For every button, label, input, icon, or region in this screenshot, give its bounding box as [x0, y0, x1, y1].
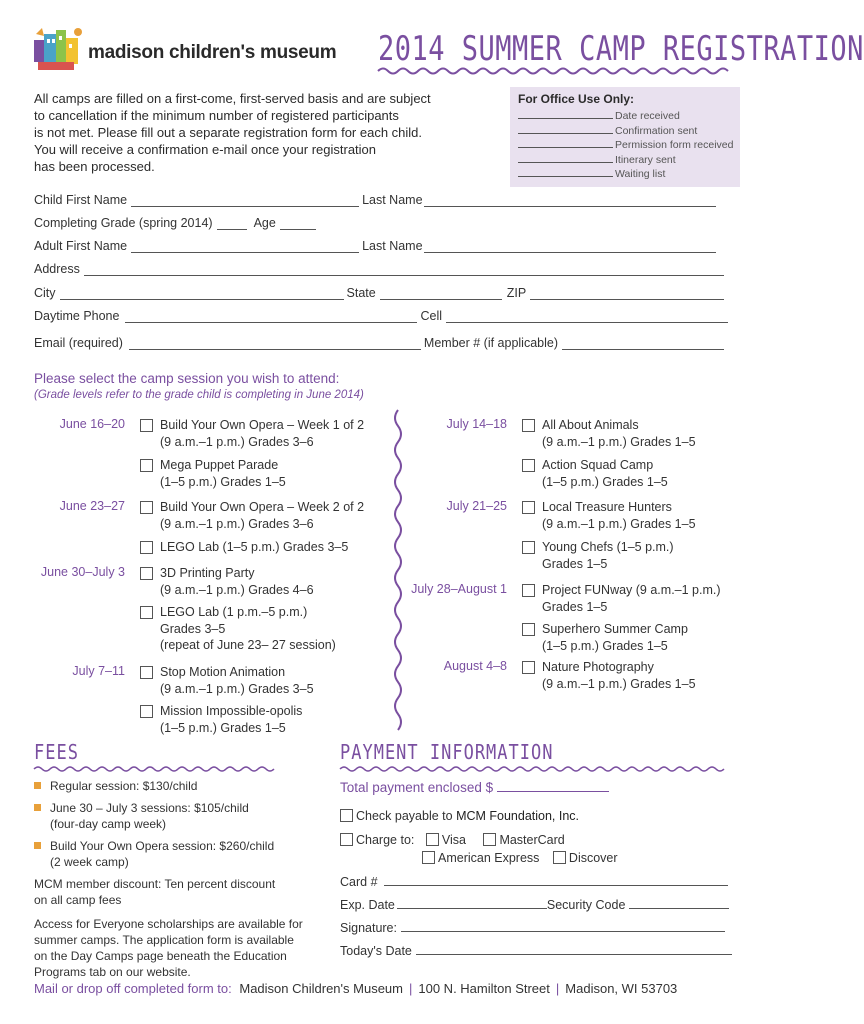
fee-item: Build Your Own Opera session: $260/child (2 week camp) [34, 838, 304, 870]
fees-underline [34, 765, 274, 773]
address-row: Address [34, 262, 727, 276]
card-number-field[interactable] [384, 874, 728, 886]
charge-row-2: American Express Discover [422, 851, 618, 865]
camp-option: Mega Puppet Parade (1–5 p.m.) Grades 1–5 [160, 458, 286, 489]
camp-option: Superhero Summer Camp (1–5 p.m.) Grades 1–5 [542, 622, 688, 653]
state-field[interactable] [380, 288, 502, 300]
session-date: June 23–27 [59, 499, 125, 513]
camp-checkbox[interactable] [140, 459, 153, 472]
office-itinerary-sent: Itinerary sent [518, 153, 732, 168]
session-date: June 16–20 [59, 417, 125, 431]
zip-field[interactable] [530, 288, 724, 300]
expiration-row: Exp. Date Security Code [340, 897, 729, 912]
adult-name-row: Adult First Name Last Name [34, 239, 719, 253]
camp-checkbox[interactable] [522, 661, 535, 674]
city-row: City State ZIP [34, 286, 727, 300]
security-code-field[interactable] [629, 897, 729, 909]
bullet-icon [34, 782, 41, 789]
camp-checkbox[interactable] [140, 666, 153, 679]
fees-heading: FEES [34, 741, 79, 765]
charge-checkbox[interactable] [340, 833, 353, 846]
email-row: Email (required) Member # (if applicable) [34, 336, 727, 350]
bullet-icon [34, 842, 41, 849]
office-date-received: Date received [518, 109, 732, 124]
fee-item: Regular session: $130/child [34, 778, 304, 794]
logo-text: madison children's museum [88, 42, 337, 63]
office-waiting-list: Waiting list [518, 167, 732, 182]
card-number-row: Card # [340, 874, 728, 889]
wavy-divider [388, 410, 408, 730]
office-use-box [510, 87, 740, 187]
age-field[interactable] [280, 218, 316, 230]
fee-item: June 30 – July 3 sessions: $105/child (four-day camp week) [34, 800, 304, 832]
session-date: July 21–25 [446, 499, 507, 513]
office-permission-form: Permission form received [518, 138, 732, 153]
mailing-footer: Mail or drop off completed form to: Madison Children's Museum | 100 N. Hamilton Street | Madison, WI 53703 [34, 981, 678, 996]
total-payment-field[interactable] [497, 780, 609, 792]
camp-option: Nature Photography (9 a.m.–1 p.m.) Grades 1–5 [542, 660, 696, 691]
daytime-phone-field[interactable] [125, 311, 417, 323]
camp-checkbox[interactable] [522, 623, 535, 636]
child-first-name-field[interactable] [131, 195, 359, 207]
check-payment-row: Check payable to MCM Foundation, Inc. [340, 809, 579, 823]
session-select-subtitle: (Grade levels refer to the grade child is completing in June 2014) [34, 389, 364, 401]
payment-heading: PAYMENT INFORMATION [340, 741, 554, 765]
camp-option: 3D Printing Party (9 a.m.–1 p.m.) Grades 4–6 [160, 566, 314, 597]
camp-checkbox[interactable] [140, 419, 153, 432]
camp-option: Stop Motion Animation (9 a.m.–1 p.m.) Grades 3–5 [160, 665, 314, 696]
cell-field[interactable] [446, 311, 728, 323]
exp-date-field[interactable] [397, 897, 547, 909]
address-field[interactable] [84, 264, 724, 276]
camp-option: Build Your Own Opera – Week 2 of 2 (9 a.m.–1 p.m.) Grades 3–6 [160, 500, 365, 531]
page-title: 2014 SUMMER CAMP REGISTRATION [378, 30, 864, 69]
adult-last-name-field[interactable] [424, 241, 716, 253]
camp-checkbox[interactable] [140, 606, 153, 619]
camp-checkbox[interactable] [522, 584, 535, 597]
phone-row: Daytime Phone Cell [34, 309, 731, 323]
intro-text: All camps are filled on a first-come, first-served basis and are subject to cancellation if the minimum number of registered participants is not met. Please fill out a separate registration form for each child. You will receive a confirmation e-mail once your registration has been processed. [34, 91, 431, 174]
camp-option: Project FUNway (9 a.m.–1 p.m.) Grades 1–5 [542, 583, 721, 614]
today-date-field[interactable] [416, 943, 732, 955]
discover-checkbox[interactable] [553, 851, 566, 864]
camp-checkbox[interactable] [140, 501, 153, 514]
payment-underline [340, 765, 730, 773]
charge-row: Charge to: Visa MasterCard [340, 833, 565, 847]
signature-row: Signature: [340, 920, 725, 935]
camp-checkbox[interactable] [522, 459, 535, 472]
grade-row: Completing Grade (spring 2014) Age [34, 216, 319, 230]
camp-option: Mission Impossible-opolis (1–5 p.m.) Grades 1–5 [160, 704, 303, 735]
bullet-icon [34, 804, 41, 811]
camp-option: LEGO Lab (1–5 p.m.) Grades 3–5 [160, 540, 349, 554]
camp-checkbox[interactable] [522, 541, 535, 554]
check-checkbox[interactable] [340, 809, 353, 822]
title-underline [378, 66, 736, 76]
total-payment-row: Total payment enclosed $ [340, 780, 609, 795]
session-date: July 14–18 [446, 417, 507, 431]
camp-checkbox[interactable] [140, 705, 153, 718]
member-number-field[interactable] [562, 338, 724, 350]
session-date: July 7–11 [72, 664, 125, 678]
camp-option: Build Your Own Opera – Week 1 of 2 (9 a.m.–1 p.m.) Grades 3–6 [160, 418, 365, 449]
camp-option: LEGO Lab (1 p.m.–5 p.m.) Grades 3–5 (repeat of June 23– 27 session) [160, 605, 336, 652]
museum-logo-icon [30, 24, 86, 74]
camp-option: Action Squad Camp (1–5 p.m.) Grades 1–5 [542, 458, 668, 489]
member-discount: MCM member discount: Ten percent discount on all camp fees [34, 877, 276, 907]
camp-option: Local Treasure Hunters (9 a.m.–1 p.m.) Grades 1–5 [542, 500, 696, 531]
child-name-row: Child First Name Last Name [34, 193, 719, 207]
mastercard-checkbox[interactable] [483, 833, 496, 846]
email-field[interactable] [129, 338, 421, 350]
grade-field[interactable] [217, 218, 247, 230]
scholarship-info: Access for Everyone scholarships are available for summer camps. The application form is available on the Day Camps page beneath the Education Programs tab on our website. [34, 917, 303, 979]
session-select-title: Please select the camp session you wish to attend: [34, 371, 340, 386]
amex-checkbox[interactable] [422, 851, 435, 864]
session-date: August 4–8 [443, 659, 507, 673]
camp-checkbox[interactable] [140, 567, 153, 580]
office-confirmation-sent: Confirmation sent [518, 124, 732, 139]
camp-option: Young Chefs (1–5 p.m.) Grades 1–5 [542, 540, 674, 571]
office-use-title: For Office Use Only: [518, 92, 635, 106]
city-field[interactable] [60, 288, 344, 300]
camp-option: All About Animals (9 a.m.–1 p.m.) Grades 1–5 [542, 418, 696, 449]
adult-first-name-field[interactable] [131, 241, 359, 253]
child-last-name-field[interactable] [424, 195, 716, 207]
session-date: June 30–July 3 [40, 565, 125, 579]
today-date-row: Today's Date [340, 943, 732, 958]
session-date: July 28–August 1 [411, 582, 507, 596]
camp-checkbox[interactable] [140, 541, 153, 554]
visa-checkbox[interactable] [426, 833, 439, 846]
signature-field[interactable] [401, 920, 725, 932]
camp-checkbox[interactable] [522, 501, 535, 514]
fees-section [34, 778, 304, 988]
camp-checkbox[interactable] [522, 419, 535, 432]
